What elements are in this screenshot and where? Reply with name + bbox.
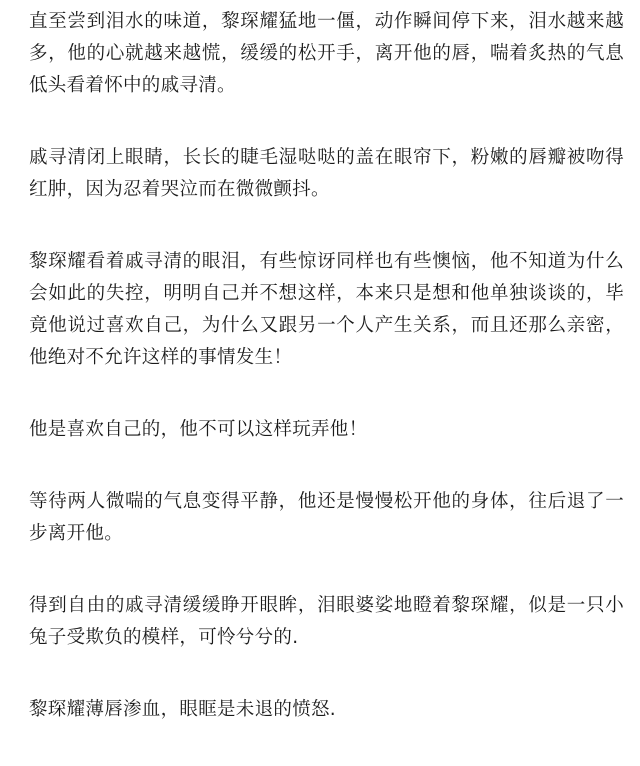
paragraph-3: 黎琛耀看着戚寻清的眼泪，有些惊讶同样也有些懊恼，他不知道为什么会如此的失控，明明自己并不想这样，本来只是想和他单独谈谈的，毕竟他说过喜欢自己，为什么又跟另一个人产生关系，而且还那么亲密，他绝对不允许这样的事情发生！	[29, 251, 624, 368]
paragraph-7: 黎琛耀薄唇渗血，眼眶是未退的愤怒.	[29, 699, 336, 720]
paragraph-4: 他是喜欢自己的，他不可以这样玩弄他！	[29, 419, 368, 440]
paragraph-6: 得到自由的戚寻清缓缓睁开眼眸，泪眼婆娑地瞪着黎琛耀，似是一只小兔子受欺负的模样，可怜兮兮的.	[29, 595, 624, 648]
paragraph-1: 直至尝到泪水的味道，黎琛耀猛地一僵，动作瞬间停下来，泪水越来越多，他的心就越来越慌，缓缓的松开手，离开他的唇，喘着炙热的气息低头看着怀中的戚寻清。	[29, 11, 624, 96]
paragraph-2: 戚寻清闭上眼睛，长长的睫毛湿哒哒的盖在眼帘下，粉嫩的唇瓣被吻得红肿，因为忍着哭泣而在微微颤抖。	[29, 147, 624, 200]
paragraph-5: 等待两人微喘的气息变得平静，他还是慢慢松开他的身体，往后退了一步离开他。	[29, 491, 624, 544]
